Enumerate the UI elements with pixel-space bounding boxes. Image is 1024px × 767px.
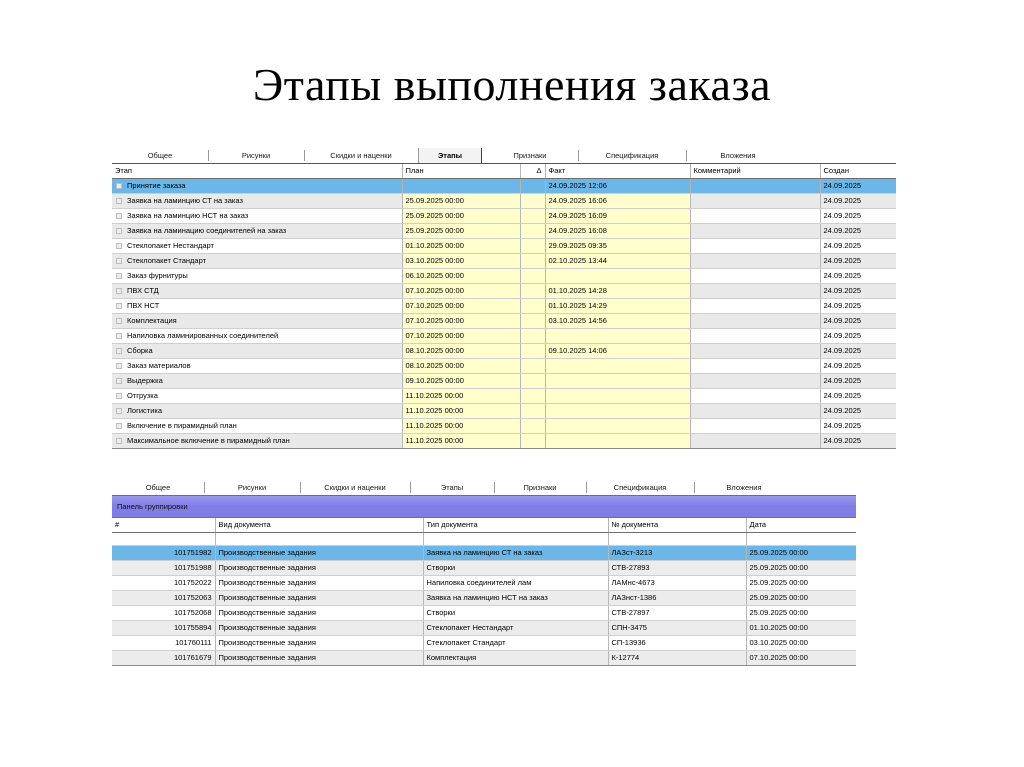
checkbox-icon[interactable] bbox=[116, 438, 122, 444]
document-kind-cell[interactable]: Производственные задания bbox=[215, 560, 423, 575]
stage-created-cell[interactable]: 24.09.2025 bbox=[820, 388, 896, 403]
stage-comment-cell[interactable] bbox=[690, 388, 820, 403]
document-kind-cell[interactable]: Производственные задания bbox=[215, 575, 423, 590]
stage-delta-cell[interactable] bbox=[520, 298, 545, 313]
document-row[interactable] bbox=[112, 575, 856, 590]
documents-tab-2[interactable] bbox=[204, 480, 300, 495]
stage-label: Максимальное включение в пирамидный план bbox=[127, 435, 290, 445]
checkbox-icon[interactable] bbox=[116, 408, 122, 414]
document-kind-cell[interactable]: Производственные задания bbox=[215, 650, 423, 665]
stage-plan-cell[interactable]: 08.10.2025 00:00 bbox=[402, 343, 520, 358]
stage-comment-cell[interactable] bbox=[690, 223, 820, 238]
stage-created-cell[interactable]: 24.09.2025 bbox=[820, 313, 896, 328]
stage-fact-cell[interactable] bbox=[545, 388, 690, 403]
column-header-doc-type[interactable]: Тип документа bbox=[423, 518, 608, 532]
stage-delta-cell[interactable] bbox=[520, 283, 545, 298]
stages-tab-5[interactable] bbox=[482, 148, 578, 163]
documents-tab-3[interactable] bbox=[300, 480, 410, 495]
stage-created-cell[interactable]: 24.09.2025 bbox=[820, 328, 896, 343]
document-id-cell[interactable]: 101761679 bbox=[112, 650, 215, 665]
document-row[interactable] bbox=[112, 635, 856, 650]
checkbox-icon[interactable] bbox=[116, 213, 122, 219]
document-id-cell[interactable]: 101752068 bbox=[112, 605, 215, 620]
documents-blank-row bbox=[112, 532, 856, 545]
stage-name-cell[interactable] bbox=[112, 193, 402, 208]
column-header-delta[interactable]: Δ bbox=[520, 164, 545, 178]
stage-created-cell[interactable]: 24.09.2025 bbox=[820, 418, 896, 433]
stage-label: Выдержка bbox=[127, 375, 163, 385]
document-kind-cell[interactable]: Производственные задания bbox=[215, 620, 423, 635]
stage-comment-cell[interactable] bbox=[690, 433, 820, 448]
document-date-cell[interactable]: 25.09.2025 00:00 bbox=[746, 590, 856, 605]
stage-comment-cell[interactable] bbox=[690, 373, 820, 388]
tab-label: Скидки и наценки bbox=[330, 150, 392, 160]
column-header-stage[interactable]: Этап bbox=[112, 164, 402, 178]
documents-tab-1[interactable] bbox=[112, 480, 204, 495]
checkbox-icon[interactable] bbox=[116, 393, 122, 399]
tab-label: Этапы bbox=[437, 150, 463, 160]
stage-row[interactable] bbox=[112, 388, 896, 403]
stage-comment-cell[interactable] bbox=[690, 328, 820, 343]
stage-plan-cell[interactable]: 06.10.2025 00:00 bbox=[402, 268, 520, 283]
stage-delta-cell[interactable] bbox=[520, 433, 545, 448]
stage-plan-cell[interactable]: 07.10.2025 00:00 bbox=[402, 313, 520, 328]
stage-plan-cell[interactable]: 03.10.2025 00:00 bbox=[402, 253, 520, 268]
stage-row[interactable] bbox=[112, 208, 896, 223]
stage-label: Принятие заказа bbox=[127, 180, 186, 190]
document-date-cell[interactable]: 25.09.2025 00:00 bbox=[746, 560, 856, 575]
document-date-cell[interactable]: 03.10.2025 00:00 bbox=[746, 635, 856, 650]
document-type-cell[interactable]: Створки bbox=[423, 560, 608, 575]
stage-fact-cell[interactable]: 24.09.2025 16:09 bbox=[545, 208, 690, 223]
document-type-cell[interactable]: Створки bbox=[423, 605, 608, 620]
page-title: Этапы выполнения заказа bbox=[252, 59, 772, 110]
stage-delta-cell[interactable] bbox=[520, 358, 545, 373]
tab-label: Вложения bbox=[720, 150, 756, 160]
document-id-cell[interactable]: 101751988 bbox=[112, 560, 215, 575]
tab-label: Признаки bbox=[523, 482, 557, 492]
stage-name-cell[interactable] bbox=[112, 298, 402, 313]
document-id-cell[interactable]: 101752063 bbox=[112, 590, 215, 605]
stage-delta-cell[interactable] bbox=[520, 178, 545, 193]
document-number-cell[interactable]: ЛАЗнст-1386 bbox=[608, 590, 746, 605]
stage-name-cell[interactable] bbox=[112, 433, 402, 448]
stage-label: Заказ материалов bbox=[127, 360, 191, 370]
stage-row[interactable] bbox=[112, 178, 896, 193]
stages-tab-4[interactable] bbox=[418, 148, 482, 163]
stage-name-cell[interactable] bbox=[112, 238, 402, 253]
stage-comment-cell[interactable] bbox=[690, 343, 820, 358]
document-row[interactable] bbox=[112, 605, 856, 620]
stage-row[interactable] bbox=[112, 268, 896, 283]
stage-comment-cell[interactable] bbox=[690, 178, 820, 193]
stage-row[interactable] bbox=[112, 373, 896, 388]
stages-tab-2[interactable] bbox=[208, 148, 304, 163]
tab-label: Общее bbox=[145, 482, 171, 492]
blank-cell bbox=[746, 532, 856, 545]
checkbox-icon[interactable] bbox=[116, 318, 122, 324]
checkbox-icon[interactable] bbox=[116, 348, 122, 354]
checkbox-icon[interactable] bbox=[116, 303, 122, 309]
stage-created-cell[interactable]: 24.09.2025 bbox=[820, 208, 896, 223]
stage-delta-cell[interactable] bbox=[520, 403, 545, 418]
checkbox-icon[interactable] bbox=[116, 258, 122, 264]
stage-comment-cell[interactable] bbox=[690, 298, 820, 313]
stage-label: ПВХ НСТ bbox=[127, 300, 160, 310]
document-row[interactable] bbox=[112, 545, 856, 560]
document-date-cell[interactable]: 01.10.2025 00:00 bbox=[746, 620, 856, 635]
document-row[interactable] bbox=[112, 650, 856, 665]
stage-plan-cell[interactable]: 08.10.2025 00:00 bbox=[402, 358, 520, 373]
stage-name-cell[interactable] bbox=[112, 178, 402, 193]
stages-tab-3[interactable] bbox=[304, 148, 418, 163]
stage-delta-cell[interactable] bbox=[520, 268, 545, 283]
stage-delta-cell[interactable] bbox=[520, 388, 545, 403]
stage-comment-cell[interactable] bbox=[690, 418, 820, 433]
documents-tabbar bbox=[112, 480, 856, 496]
column-header-comment[interactable]: Комментарий bbox=[690, 164, 820, 178]
stage-created-cell[interactable]: 24.09.2025 bbox=[820, 238, 896, 253]
document-type-cell[interactable]: Комплектация bbox=[423, 650, 608, 665]
stages-tab-6[interactable] bbox=[578, 148, 686, 163]
stage-created-cell[interactable]: 24.09.2025 bbox=[820, 223, 896, 238]
stage-row[interactable] bbox=[112, 298, 896, 313]
stage-name-cell[interactable] bbox=[112, 268, 402, 283]
documents-tab-5[interactable] bbox=[494, 480, 586, 495]
document-id-cell[interactable]: 101752022 bbox=[112, 575, 215, 590]
stage-fact-cell[interactable] bbox=[545, 328, 690, 343]
column-header-doc-date[interactable]: Дата bbox=[746, 518, 856, 532]
document-type-cell[interactable]: Заявка на ламинцию СТ на заказ bbox=[423, 545, 608, 560]
document-kind-cell[interactable]: Производственные задания bbox=[215, 545, 423, 560]
column-header-plan[interactable]: План bbox=[402, 164, 520, 178]
stage-fact-cell[interactable]: 24.09.2025 12:06 bbox=[545, 178, 690, 193]
stage-name-cell[interactable] bbox=[112, 313, 402, 328]
stage-name-cell[interactable] bbox=[112, 418, 402, 433]
stage-delta-cell[interactable] bbox=[520, 193, 545, 208]
document-type-cell[interactable]: Напиловка соединителей лам bbox=[423, 575, 608, 590]
checkbox-icon[interactable] bbox=[116, 363, 122, 369]
stage-row[interactable] bbox=[112, 358, 896, 373]
document-number-cell[interactable]: СТВ-27893 bbox=[608, 560, 746, 575]
document-date-cell[interactable]: 25.09.2025 00:00 bbox=[746, 575, 856, 590]
document-number-cell[interactable]: СП-13936 bbox=[608, 635, 746, 650]
checkbox-icon[interactable] bbox=[116, 198, 122, 204]
stage-comment-cell[interactable] bbox=[690, 313, 820, 328]
stage-row[interactable] bbox=[112, 223, 896, 238]
stage-created-cell[interactable]: 24.09.2025 bbox=[820, 373, 896, 388]
checkbox-icon[interactable] bbox=[116, 243, 122, 249]
stage-label: Напиловка ламинированных соединителей bbox=[127, 330, 279, 340]
stage-delta-cell[interactable] bbox=[520, 313, 545, 328]
stage-name-cell[interactable] bbox=[112, 403, 402, 418]
blank-cell bbox=[608, 532, 746, 545]
documents-panel bbox=[112, 480, 856, 666]
stage-delta-cell[interactable] bbox=[520, 253, 545, 268]
document-date-cell[interactable]: 07.10.2025 00:00 bbox=[746, 650, 856, 665]
stage-plan-cell[interactable]: 07.10.2025 00:00 bbox=[402, 328, 520, 343]
column-header-fact[interactable]: Факт bbox=[545, 164, 690, 178]
stage-label: ПВХ СТД bbox=[127, 285, 159, 295]
stage-comment-cell[interactable] bbox=[690, 193, 820, 208]
stage-label: Заказ фурнитуры bbox=[127, 270, 188, 280]
checkbox-icon[interactable] bbox=[116, 378, 122, 384]
stages-panel bbox=[112, 148, 896, 449]
stage-row[interactable] bbox=[112, 403, 896, 418]
stage-row[interactable] bbox=[112, 418, 896, 433]
stage-created-cell[interactable]: 24.09.2025 bbox=[820, 298, 896, 313]
document-kind-cell[interactable]: Производственные задания bbox=[215, 605, 423, 620]
grouping-panel-bar[interactable] bbox=[112, 496, 856, 518]
stage-fact-cell[interactable] bbox=[545, 418, 690, 433]
stages-header-row bbox=[112, 164, 896, 178]
column-header-index[interactable]: # bbox=[112, 518, 215, 532]
column-header-created[interactable]: Создан bbox=[820, 164, 896, 178]
documents-grid-wrapper bbox=[112, 518, 856, 666]
column-header-doc-kind[interactable]: Вид документа bbox=[215, 518, 423, 532]
stage-plan-cell[interactable]: 11.10.2025 00:00 bbox=[402, 388, 520, 403]
stage-label: Отгрузка bbox=[127, 390, 158, 400]
stage-fact-cell[interactable]: 24.09.2025 16:06 bbox=[545, 193, 690, 208]
stage-name-cell[interactable] bbox=[112, 388, 402, 403]
document-row[interactable] bbox=[112, 620, 856, 635]
stage-row[interactable] bbox=[112, 253, 896, 268]
document-number-cell[interactable]: СТВ-27897 bbox=[608, 605, 746, 620]
stage-label: Комплектация bbox=[127, 315, 177, 325]
document-number-cell[interactable]: ЛАМнс-4673 bbox=[608, 575, 746, 590]
stages-tab-7[interactable] bbox=[686, 148, 790, 163]
stage-fact-cell[interactable] bbox=[545, 433, 690, 448]
tab-label: Скидки и наценки bbox=[324, 482, 386, 492]
stage-row[interactable] bbox=[112, 433, 896, 448]
stage-comment-cell[interactable] bbox=[690, 238, 820, 253]
stage-delta-cell[interactable] bbox=[520, 238, 545, 253]
stage-label: Сборка bbox=[127, 345, 153, 355]
stage-fact-cell[interactable]: 24.09.2025 16:08 bbox=[545, 223, 690, 238]
stage-label: Стеклопакет Нестандарт bbox=[127, 240, 214, 250]
document-date-cell[interactable]: 25.09.2025 00:00 bbox=[746, 605, 856, 620]
stage-fact-cell[interactable] bbox=[545, 358, 690, 373]
stage-label: Стеклопакет Стандарт bbox=[127, 255, 207, 265]
stage-plan-cell[interactable]: 11.10.2025 00:00 bbox=[402, 418, 520, 433]
stage-created-cell[interactable]: 24.09.2025 bbox=[820, 193, 896, 208]
documents-tab-6[interactable] bbox=[586, 480, 694, 495]
tab-label: Признаки bbox=[513, 150, 547, 160]
document-row[interactable] bbox=[112, 560, 856, 575]
stage-plan-cell[interactable]: 25.09.2025 00:00 bbox=[402, 193, 520, 208]
stage-delta-cell[interactable] bbox=[520, 223, 545, 238]
stage-plan-cell[interactable]: 01.10.2025 00:00 bbox=[402, 238, 520, 253]
tab-label: Спецификация bbox=[613, 482, 667, 492]
stage-name-cell[interactable] bbox=[112, 283, 402, 298]
stage-plan-cell[interactable]: 09.10.2025 00:00 bbox=[402, 373, 520, 388]
stage-row[interactable] bbox=[112, 313, 896, 328]
documents-tab-4[interactable] bbox=[410, 480, 494, 495]
stage-created-cell[interactable]: 24.09.2025 bbox=[820, 178, 896, 193]
tab-label: Этапы bbox=[440, 482, 464, 492]
document-row[interactable] bbox=[112, 590, 856, 605]
tab-label: Общее bbox=[147, 150, 173, 160]
column-header-doc-number[interactable]: № документа bbox=[608, 518, 746, 532]
stage-name-cell[interactable] bbox=[112, 328, 402, 343]
stage-label: Логистика bbox=[127, 405, 163, 415]
stage-created-cell[interactable]: 24.09.2025 bbox=[820, 283, 896, 298]
stage-delta-cell[interactable] bbox=[520, 373, 545, 388]
checkbox-icon[interactable] bbox=[116, 273, 122, 279]
stage-label: Заявка на ламинцию НСТ на заказ bbox=[127, 210, 249, 220]
stage-fact-cell[interactable]: 03.10.2025 14:56 bbox=[545, 313, 690, 328]
stage-plan-cell[interactable]: 07.10.2025 00:00 bbox=[402, 298, 520, 313]
document-type-cell[interactable]: Стеклопакет Нестандарт bbox=[423, 620, 608, 635]
blank-cell bbox=[112, 532, 215, 545]
stage-created-cell[interactable]: 24.09.2025 bbox=[820, 343, 896, 358]
stage-comment-cell[interactable] bbox=[690, 403, 820, 418]
stage-row[interactable] bbox=[112, 283, 896, 298]
stage-delta-cell[interactable] bbox=[520, 208, 545, 223]
stages-table bbox=[112, 164, 896, 449]
stage-fact-cell[interactable] bbox=[545, 403, 690, 418]
document-id-cell[interactable]: 101751982 bbox=[112, 545, 215, 560]
document-type-cell[interactable]: Стеклопакет Стандарт bbox=[423, 635, 608, 650]
documents-tab-7[interactable] bbox=[694, 480, 794, 495]
checkbox-icon[interactable] bbox=[116, 183, 122, 189]
stage-label: Включение в пирамидный план bbox=[127, 420, 237, 430]
tab-label: Вложения bbox=[726, 482, 762, 492]
stage-plan-cell[interactable] bbox=[402, 178, 520, 193]
stage-delta-cell[interactable] bbox=[520, 343, 545, 358]
stage-name-cell[interactable] bbox=[112, 223, 402, 238]
tab-label: Рисунки bbox=[241, 150, 271, 160]
document-number-cell[interactable]: К-12774 bbox=[608, 650, 746, 665]
checkbox-icon[interactable] bbox=[116, 228, 122, 234]
document-number-cell[interactable]: СПН-3475 bbox=[608, 620, 746, 635]
grouping-panel-label: Панель группировки bbox=[117, 502, 188, 511]
stage-label: Заявка на ламинацию соединителей на заказ bbox=[127, 225, 287, 235]
document-id-cell[interactable]: 101760111 bbox=[112, 635, 215, 650]
documents-table bbox=[112, 518, 856, 666]
document-date-cell[interactable]: 25.09.2025 00:00 bbox=[746, 545, 856, 560]
stage-fact-cell[interactable]: 01.10.2025 14:29 bbox=[545, 298, 690, 313]
checkbox-icon[interactable] bbox=[116, 333, 122, 339]
stage-comment-cell[interactable] bbox=[690, 253, 820, 268]
stage-fact-cell[interactable]: 09.10.2025 14:06 bbox=[545, 343, 690, 358]
stage-plan-cell[interactable]: 25.09.2025 00:00 bbox=[402, 208, 520, 223]
stage-comment-cell[interactable] bbox=[690, 268, 820, 283]
tab-label: Рисунки bbox=[237, 482, 267, 492]
stage-row[interactable] bbox=[112, 328, 896, 343]
stage-row[interactable] bbox=[112, 193, 896, 208]
stage-fact-cell[interactable] bbox=[545, 373, 690, 388]
stages-tab-1[interactable] bbox=[112, 148, 208, 163]
document-kind-cell[interactable]: Производственные задания bbox=[215, 590, 423, 605]
stage-created-cell[interactable]: 24.09.2025 bbox=[820, 268, 896, 283]
checkbox-icon[interactable] bbox=[116, 423, 122, 429]
stage-row[interactable] bbox=[112, 343, 896, 358]
document-type-cell[interactable]: Заявка на ламинцию НСТ на заказ bbox=[423, 590, 608, 605]
stage-comment-cell[interactable] bbox=[690, 283, 820, 298]
stage-plan-cell[interactable]: 25.09.2025 00:00 bbox=[402, 223, 520, 238]
documents-header-row bbox=[112, 518, 856, 532]
stage-created-cell[interactable]: 24.09.2025 bbox=[820, 433, 896, 448]
document-kind-cell[interactable]: Производственные задания bbox=[215, 635, 423, 650]
stage-plan-cell[interactable]: 07.10.2025 00:00 bbox=[402, 283, 520, 298]
stage-fact-cell[interactable]: 29.09.2025 09:35 bbox=[545, 238, 690, 253]
stage-plan-cell[interactable]: 11.10.2025 00:00 bbox=[402, 433, 520, 448]
stage-name-cell[interactable] bbox=[112, 208, 402, 223]
stage-comment-cell[interactable] bbox=[690, 358, 820, 373]
tab-label: Спецификация bbox=[605, 150, 659, 160]
stages-grid-wrapper bbox=[112, 164, 896, 449]
stage-delta-cell[interactable] bbox=[520, 328, 545, 343]
checkbox-icon[interactable] bbox=[116, 288, 122, 294]
stage-label: Заявка на ламинцию СТ на заказ bbox=[127, 195, 243, 205]
stages-tabbar bbox=[112, 148, 896, 164]
stage-name-cell[interactable] bbox=[112, 358, 402, 373]
stage-fact-cell[interactable] bbox=[545, 268, 690, 283]
stage-fact-cell[interactable]: 02.10.2025 13:44 bbox=[545, 253, 690, 268]
stage-row[interactable] bbox=[112, 238, 896, 253]
blank-cell bbox=[215, 532, 423, 545]
document-id-cell[interactable]: 101755894 bbox=[112, 620, 215, 635]
blank-cell bbox=[423, 532, 608, 545]
stage-comment-cell[interactable] bbox=[690, 208, 820, 223]
stage-name-cell[interactable] bbox=[112, 373, 402, 388]
stage-name-cell[interactable] bbox=[112, 343, 402, 358]
stage-name-cell[interactable] bbox=[112, 253, 402, 268]
stage-created-cell[interactable]: 24.09.2025 bbox=[820, 403, 896, 418]
stage-created-cell[interactable]: 24.09.2025 bbox=[820, 358, 896, 373]
stage-delta-cell[interactable] bbox=[520, 418, 545, 433]
stage-fact-cell[interactable]: 01.10.2025 14:28 bbox=[545, 283, 690, 298]
document-number-cell[interactable]: ЛАЗст-3213 bbox=[608, 545, 746, 560]
stage-created-cell[interactable]: 24.09.2025 bbox=[820, 253, 896, 268]
stage-plan-cell[interactable]: 11.10.2025 00:00 bbox=[402, 403, 520, 418]
